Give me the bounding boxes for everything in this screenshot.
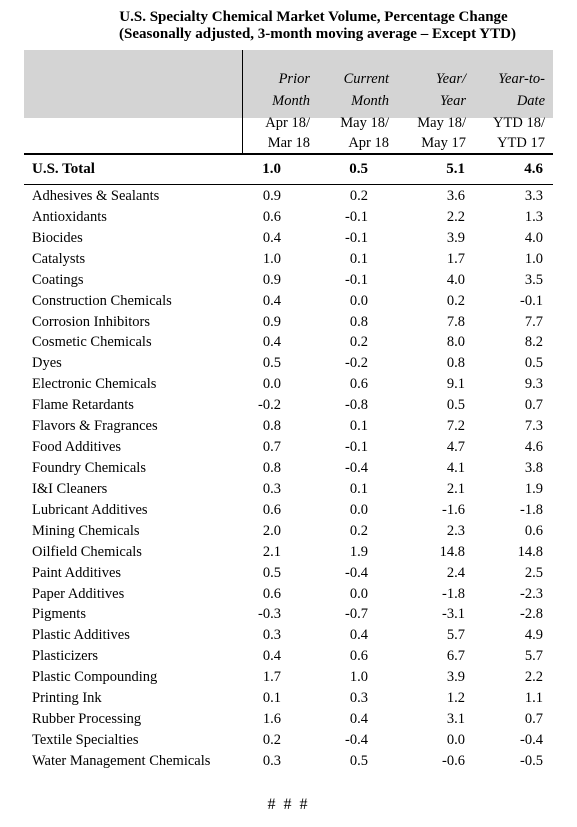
col-period-ytd: YTD 18/ YTD 17	[493, 115, 545, 151]
cell-current-month: 1.9	[349, 543, 368, 560]
table-row	[0, 543, 577, 564]
row-label: Rubber Processing	[32, 711, 142, 728]
row-label: Plastic Compounding	[32, 669, 158, 686]
cell-prior-month: 0.1	[262, 690, 281, 707]
cell-year-year: 2.3	[446, 522, 465, 539]
table-row	[0, 501, 577, 522]
cell-ytd: 0.6	[524, 522, 543, 539]
row-label: Pigments	[32, 606, 86, 623]
cell-year-year: -1.8	[442, 585, 465, 602]
row-label: Lubricant Additives	[32, 501, 148, 518]
cell-ytd: 0.7	[524, 397, 543, 414]
cell-year-year: 2.2	[446, 208, 465, 225]
cell-prior-month: 0.7	[262, 439, 281, 456]
row-label: I&I Cleaners	[32, 480, 108, 497]
table-row	[0, 333, 577, 354]
cell-ytd: 1.0	[524, 250, 543, 267]
cell-ytd: 2.2	[524, 669, 543, 686]
row-label: Corrosion Inhibitors	[32, 313, 151, 330]
cell-current-month: 0.0	[349, 501, 368, 518]
row-label: Antioxidants	[32, 208, 107, 225]
cell-prior-month: 0.3	[262, 752, 281, 769]
cell-current-month: 0.1	[349, 250, 368, 267]
col-period-year-year: May 18/ May 17	[417, 115, 466, 151]
cell-current-month: 0.4	[349, 627, 368, 644]
row-label: Paper Additives	[32, 585, 125, 602]
cell-year-year: 0.2	[446, 292, 465, 309]
cell-current-month: 0.1	[349, 418, 368, 435]
table-row	[0, 417, 577, 438]
cell-current-month: 0.1	[349, 480, 368, 497]
cell-prior-month: 1.6	[262, 711, 281, 728]
cell-ytd: 8.2	[524, 334, 543, 351]
cell-year-year: -3.1	[442, 606, 465, 623]
cell-prior-month: 0.5	[262, 355, 281, 372]
cell-prior-month: 0.9	[262, 188, 281, 204]
table-row	[0, 647, 577, 668]
table-row	[0, 752, 577, 773]
cell-ytd: 5.7	[524, 648, 543, 665]
cell-ytd: 4.9	[524, 627, 543, 644]
row-label: Electronic Chemicals	[32, 376, 157, 393]
table-row	[0, 438, 577, 459]
cell-year-year: 0.8	[446, 355, 465, 372]
cell-year-year: 0.0	[446, 731, 465, 748]
cell-prior-month: 1.0	[262, 250, 281, 267]
col-header-year-year: Year/ Year	[435, 71, 466, 109]
cell-year-year: -0.6	[442, 752, 465, 769]
col-header-prior-month: Prior Month	[272, 71, 310, 109]
row-label: Construction Chemicals	[32, 292, 172, 309]
cell-current-month: 0.2	[349, 334, 368, 351]
table-row	[0, 375, 577, 396]
cell-year-year: 4.7	[446, 439, 465, 456]
row-label: Plastic Additives	[32, 627, 130, 644]
row-label: Paint Additives	[32, 564, 122, 581]
table-row	[0, 731, 577, 752]
cell-prior-month: 0.8	[262, 418, 281, 435]
table-row	[0, 668, 577, 689]
col-header-current-month: Current Month	[343, 71, 389, 109]
cell-year-year: 4.1	[446, 459, 465, 476]
table-title	[0, 9, 577, 43]
table-row	[0, 292, 577, 313]
table-row	[0, 626, 577, 647]
cell-ytd: -1.8	[520, 501, 543, 518]
row-label: Cosmetic Chemicals	[32, 334, 152, 351]
cell-current-month: -0.4	[345, 459, 368, 476]
row-label: Flame Retardants	[32, 397, 134, 414]
cell-year-year: 3.6	[446, 188, 465, 204]
cell-prior-month: 0.3	[262, 627, 281, 644]
cell-ytd: 1.3	[524, 208, 543, 225]
cell-current-month: -0.7	[345, 606, 368, 623]
row-label: Catalysts	[32, 250, 86, 267]
cell-current-month: -0.1	[345, 271, 368, 288]
cell-ytd: 7.7	[524, 313, 543, 330]
cell-current-month: -0.4	[345, 564, 368, 581]
header-rule	[24, 153, 553, 155]
row-label: Adhesives & Sealants	[32, 188, 160, 204]
cell-ytd: 4.6	[524, 439, 543, 456]
cell-ytd: 3.8	[524, 459, 543, 476]
cell-prior-month: 2.1	[262, 543, 281, 560]
table-row	[0, 710, 577, 731]
cell-ytd: -2.8	[520, 606, 543, 623]
row-label: Food Additives	[32, 439, 122, 456]
table-row	[0, 522, 577, 543]
row-label: Biocides	[32, 229, 83, 246]
cell-year-year: 14.8	[439, 543, 465, 560]
cell-year-year: 0.5	[446, 397, 465, 414]
cell-current-month: 1.0	[349, 669, 368, 686]
cell-year-year: 1.2	[446, 690, 465, 707]
cell-ytd: 14.8	[517, 543, 543, 560]
cell-current-month: 0.2	[349, 188, 368, 204]
total-prior-month: 1.0	[262, 161, 281, 177]
row-label: Flavors & Fragrances	[32, 418, 158, 435]
row-label: Water Management Chemicals	[32, 752, 211, 769]
cell-current-month: 0.5	[349, 752, 368, 769]
cell-year-year: 9.1	[446, 376, 465, 393]
cell-year-year: 3.9	[446, 669, 465, 686]
cell-year-year: 2.4	[446, 564, 465, 581]
cell-prior-month: 0.2	[262, 731, 281, 748]
cell-prior-month: 0.6	[262, 208, 281, 225]
cell-current-month: 0.6	[349, 648, 368, 665]
row-label: Foundry Chemicals	[32, 459, 146, 476]
cell-prior-month: 0.5	[262, 564, 281, 581]
row-label: Plasticizers	[32, 648, 99, 665]
cell-ytd: 3.3	[524, 188, 543, 204]
row-label: Dyes	[32, 355, 62, 372]
header-divider	[242, 50, 243, 153]
cell-ytd: 1.9	[524, 480, 543, 497]
cell-prior-month: 0.9	[262, 271, 281, 288]
table-row	[0, 187, 577, 208]
title-line-2: (Seasonally adjusted, 3-month moving average – Except YTD)	[119, 26, 516, 42]
cell-ytd: -0.5	[520, 752, 543, 769]
cell-year-year: 3.1	[446, 711, 465, 728]
row-label: Textile Specialties	[32, 731, 139, 748]
cell-year-year: 1.7	[446, 250, 465, 267]
cell-current-month: 0.0	[349, 292, 368, 309]
cell-current-month: -0.8	[345, 397, 368, 414]
cell-prior-month: -0.2	[258, 397, 281, 414]
cell-current-month: 0.8	[349, 313, 368, 330]
table-row	[0, 459, 577, 480]
cell-prior-month: 0.4	[262, 229, 281, 246]
cell-prior-month: 0.4	[262, 292, 281, 309]
title-line-1: U.S. Specialty Chemical Market Volume, Percentage Change	[119, 9, 508, 25]
cell-prior-month: 0.9	[262, 313, 281, 330]
table-body	[0, 187, 577, 773]
cell-year-year: 2.1	[446, 480, 465, 497]
col-period-prior-month: Apr 18/ Mar 18	[265, 115, 310, 151]
cell-ytd: -0.4	[520, 731, 543, 748]
cell-year-year: 3.9	[446, 229, 465, 246]
table-row	[0, 396, 577, 417]
cell-ytd: 2.5	[524, 564, 543, 581]
cell-ytd: 9.3	[524, 376, 543, 393]
total-label: U.S. Total	[32, 161, 95, 177]
total-year-year: 5.1	[446, 161, 465, 177]
cell-prior-month: -0.3	[258, 606, 281, 623]
cell-current-month: 0.6	[349, 376, 368, 393]
cell-current-month: 0.4	[349, 711, 368, 728]
cell-year-year: 6.7	[446, 648, 465, 665]
total-ytd: 4.6	[524, 161, 543, 177]
col-period-current-month: May 18/ Apr 18	[340, 115, 389, 151]
row-label: Coatings	[32, 271, 84, 288]
cell-prior-month: 2.0	[262, 522, 281, 539]
row-label: Oilfield Chemicals	[32, 543, 142, 560]
cell-prior-month: 0.6	[262, 501, 281, 518]
table-row	[0, 480, 577, 501]
cell-current-month: -0.1	[345, 208, 368, 225]
cell-ytd: 1.1	[524, 690, 543, 707]
cell-prior-month: 0.4	[262, 334, 281, 351]
cell-ytd: -2.3	[520, 585, 543, 602]
total-rule	[24, 184, 553, 185]
cell-current-month: 0.3	[349, 690, 368, 707]
cell-prior-month: 0.6	[262, 585, 281, 602]
table-row	[0, 250, 577, 271]
row-label: Mining Chemicals	[32, 522, 140, 539]
cell-ytd: 0.7	[524, 711, 543, 728]
cell-year-year: 5.7	[446, 627, 465, 644]
cell-ytd: 3.5	[524, 271, 543, 288]
cell-ytd: 7.3	[524, 418, 543, 435]
table-row	[0, 564, 577, 585]
table-row	[0, 689, 577, 710]
cell-prior-month: 0.3	[262, 480, 281, 497]
cell-year-year: 7.2	[446, 418, 465, 435]
cell-current-month: 0.0	[349, 585, 368, 602]
total-current-month: 0.5	[349, 161, 368, 177]
table-row	[0, 208, 577, 229]
table-row	[0, 354, 577, 375]
cell-prior-month: 1.7	[262, 669, 281, 686]
cell-current-month: -0.2	[345, 355, 368, 372]
col-header-ytd: Year-to- Date	[498, 71, 545, 109]
table-row	[0, 313, 577, 334]
cell-current-month: -0.4	[345, 731, 368, 748]
cell-prior-month: 0.8	[262, 459, 281, 476]
end-marker: # # #	[267, 796, 310, 813]
cell-year-year: -1.6	[442, 501, 465, 518]
row-label: Printing Ink	[32, 690, 102, 707]
cell-current-month: 0.2	[349, 522, 368, 539]
table-row	[0, 229, 577, 250]
table-row	[0, 585, 577, 606]
cell-ytd: -0.1	[520, 292, 543, 309]
table-row	[0, 605, 577, 626]
cell-year-year: 7.8	[446, 313, 465, 330]
cell-year-year: 8.0	[446, 334, 465, 351]
cell-year-year: 4.0	[446, 271, 465, 288]
cell-prior-month: 0.0	[262, 376, 281, 393]
cell-ytd: 0.5	[524, 355, 543, 372]
table-row	[0, 271, 577, 292]
cell-ytd: 4.0	[524, 229, 543, 246]
total-row	[0, 158, 577, 182]
cell-current-month: -0.1	[345, 229, 368, 246]
cell-current-month: -0.1	[345, 439, 368, 456]
cell-prior-month: 0.4	[262, 648, 281, 665]
